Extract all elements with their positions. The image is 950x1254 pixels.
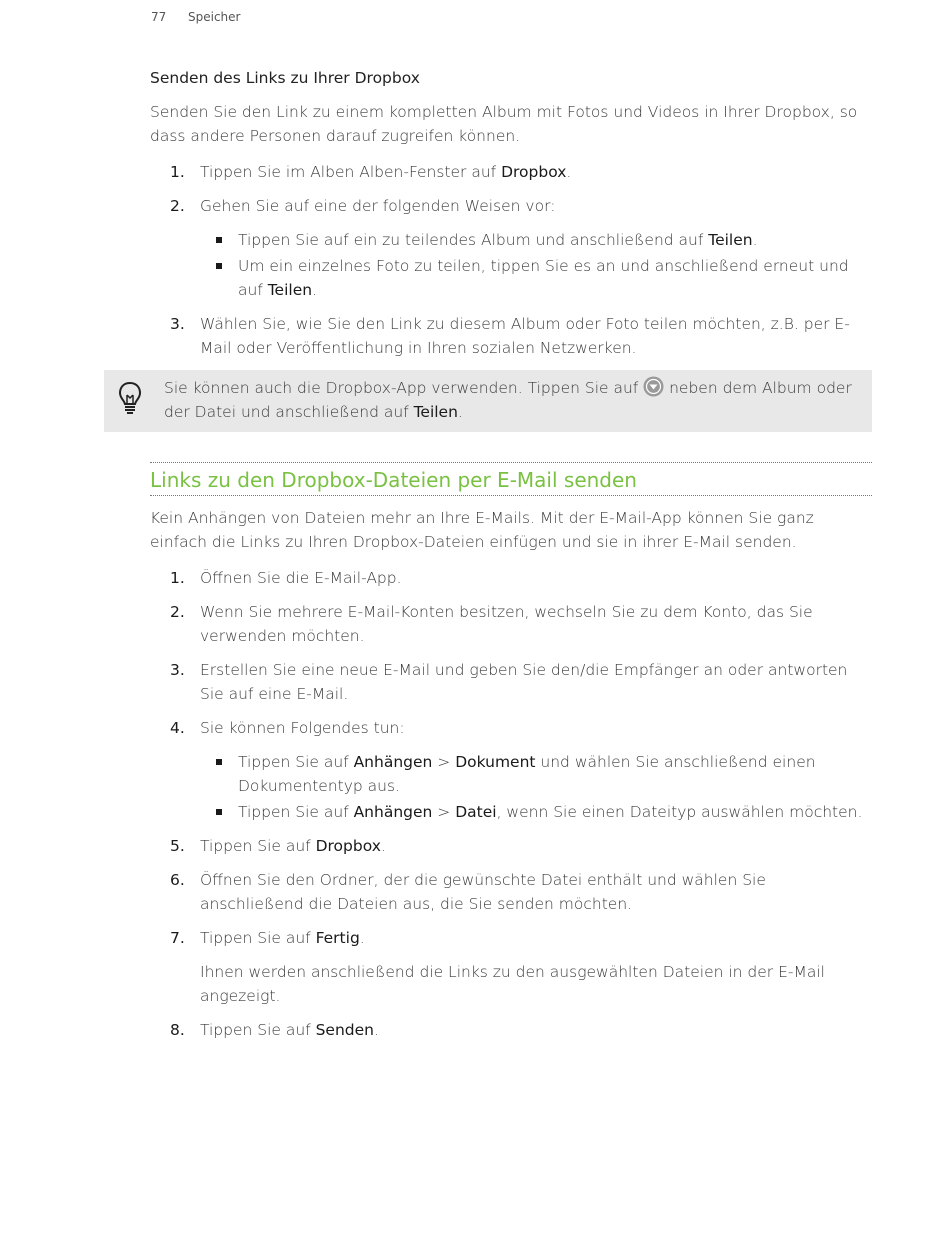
section-heading: Links zu den Dropbox-Dateien per E-Mail senden xyxy=(150,468,637,492)
bullet-square-icon xyxy=(216,237,222,243)
steps-list-1 xyxy=(150,160,872,360)
list-item: 4. Sie können Folgendes tun: Tippen Sie auf Anhängen > Dokument und wählen Sie anschließend einen Dokumententyp aus. Tippen Sie auf Anhängen > Datei, wenn Sie einen Dateityp auswählen möchten. xyxy=(150,716,872,824)
list-item: 3. Erstellen Sie eine neue E-Mail und geben Sie den/die Empfänger an oder antworten Sie auf eine E-Mail. xyxy=(170,661,848,703)
dropdown-arrow-icon xyxy=(643,376,664,397)
page-number: 77 xyxy=(151,10,167,24)
bullet-item: Tippen Sie auf Anhängen > Dokument und wählen Sie anschließend einen Dokumententyp aus. xyxy=(200,750,872,798)
list-item: 2. Gehen Sie auf eine der folgenden Weisen vor: Tippen Sie auf ein zu teilendes Album und anschließend auf Teilen. Um ein einzelnes Foto zu teilen, tippen Sie es an und anschließend erneut und auf Teilen. xyxy=(150,194,872,302)
list-item: 8. Tippen Sie auf Senden. xyxy=(170,1021,379,1039)
page-content xyxy=(150,66,872,1052)
section-intro-paragraph: Kein Anhängen von Dateien mehr an Ihre E-Mails. Mit der E-Mail-App können Sie ganz einfach die Links zu Ihren Dropbox-Dateien einfügen und sie in ihrer E-Mail senden. xyxy=(150,509,814,551)
tip-box xyxy=(104,370,872,432)
bullet-square-icon xyxy=(216,759,222,765)
list-item: 1. Öffnen Sie die E-Mail-App. xyxy=(170,569,402,587)
list-item: 5. Tippen Sie auf Dropbox. xyxy=(170,837,386,855)
section-divider-bottom xyxy=(150,495,872,496)
intro-paragraph: Senden Sie den Link zu einem kompletten Album mit Fotos und Videos in Ihrer Dropbox, so dass andere Personen darauf zugreifen können. xyxy=(150,103,858,145)
running-header xyxy=(151,10,240,24)
bullet-list xyxy=(200,750,872,824)
subheading-send-link: Senden des Links zu Ihrer Dropbox xyxy=(150,69,420,87)
list-item: 7. Tippen Sie auf Fertig. Ihnen werden anschließend die Links zu den ausgewählten Dateien in der E-Mail angezeigt. xyxy=(150,926,872,1008)
bullet-item: Um ein einzelnes Foto zu teilen, tippen Sie es an und anschließend erneut und auf Teilen. xyxy=(200,254,872,302)
tip-text: Sie können auch die Dropbox-App verwenden. Tippen Sie auf neben dem Album oder der Datei und anschließend auf Teilen. xyxy=(164,376,858,424)
list-item: 2. Wenn Sie mehrere E-Mail-Konten besitzen, wechseln Sie zu dem Konto, das Sie verwenden möchten. xyxy=(170,603,813,645)
step-followup-text: Ihnen werden anschließend die Links zu den ausgewählten Dateien in der E-Mail angezeigt. xyxy=(200,963,825,1005)
bullet-square-icon xyxy=(216,809,222,815)
list-item: 1. Tippen Sie im Alben Alben-Fenster auf Dropbox. xyxy=(170,163,572,181)
bullet-square-icon xyxy=(216,263,222,269)
list-item: 3. Wählen Sie, wie Sie den Link zu diesem Album oder Foto teilen möchten, z.B. per E-Mail oder Veröffentlichung in Ihren sozialen Netzwerken. xyxy=(170,315,850,357)
bullet-item: Tippen Sie auf ein zu teilendes Album und anschließend auf Teilen. xyxy=(200,228,872,252)
steps-list-2 xyxy=(150,566,872,1042)
chapter-title: Speicher xyxy=(188,10,241,24)
lightbulb-icon xyxy=(118,381,142,421)
section-divider-top xyxy=(150,462,872,463)
bullet-list xyxy=(200,228,872,302)
list-item: 6. Öffnen Sie den Ordner, der die gewünschte Datei enthält und wählen Sie anschließend die Dateien aus, die Sie senden möchten. xyxy=(170,871,766,913)
bullet-item: Tippen Sie auf Anhängen > Datei, wenn Sie einen Dateityp auswählen möchten. xyxy=(200,800,872,824)
